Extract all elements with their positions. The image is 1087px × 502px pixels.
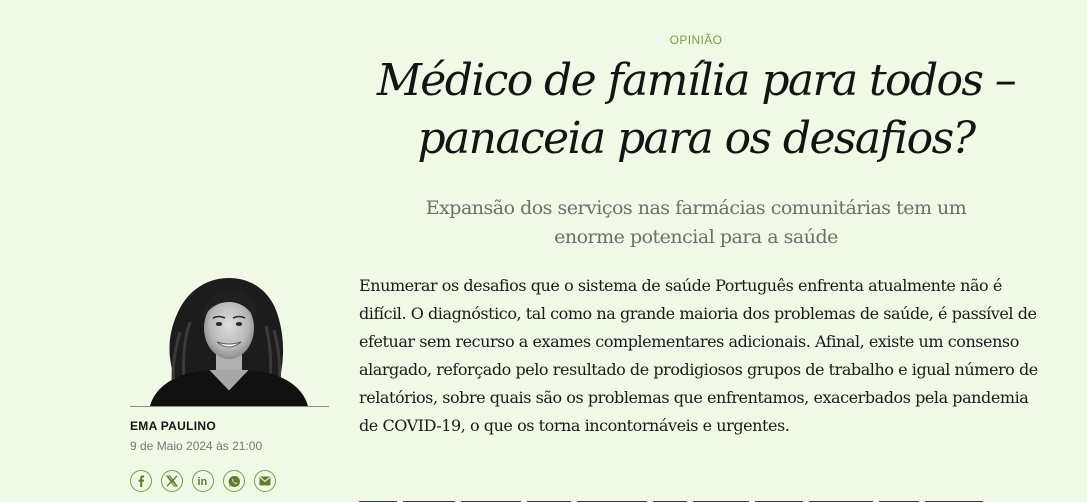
facebook-share-button[interactable] <box>130 470 152 492</box>
next-paragraph-fade <box>359 493 1039 502</box>
linkedin-share-button[interactable] <box>192 470 214 492</box>
article-body: Enumerar os desafios que o sistema de saúde Português enfrenta atualmente não é difícil. O diagnóstico, tal como na grande maioria dos problemas de saúde, é passível de efetuar sem recurso a exames complementares adicionais. Afinal, existe um consenso alargado, reforçado pelo resultado de prodigiosos grupos de trabalho e igual número de relatórios, sobre quais são os problemas que enfrentamos, exacerbados pela pandemia de COVID-19, o que os torna incontornáveis e urgentes. <box>359 276 1038 435</box>
article-title: Médico de família para todos – panaceia para os desafios? <box>376 55 1016 164</box>
facebook-icon <box>135 475 147 487</box>
linkedin-icon <box>197 475 210 487</box>
email-share-button[interactable] <box>254 470 276 492</box>
time-text: 21:00 <box>232 439 263 453</box>
article-subtitle: Expansão dos serviços nas farmácias comunitárias tem um enorme potencial para a saúde <box>425 197 967 248</box>
author-divider <box>130 406 329 407</box>
whatsapp-share-button[interactable] <box>223 470 245 492</box>
section-label[interactable]: OPINIÃO <box>669 33 723 47</box>
email-icon <box>259 476 271 486</box>
x-share-button[interactable] <box>161 470 183 492</box>
whatsapp-icon <box>228 475 241 488</box>
author-name[interactable]: EMA PAULINO <box>130 419 216 433</box>
publish-date <box>130 439 262 453</box>
author-photo[interactable] <box>130 272 328 406</box>
date-text: 9 de Maio 2024 <box>130 439 213 453</box>
svg-text:in: in <box>197 476 207 487</box>
time-prefix: às <box>216 439 229 453</box>
x-icon <box>166 475 178 487</box>
share-buttons <box>130 470 276 492</box>
